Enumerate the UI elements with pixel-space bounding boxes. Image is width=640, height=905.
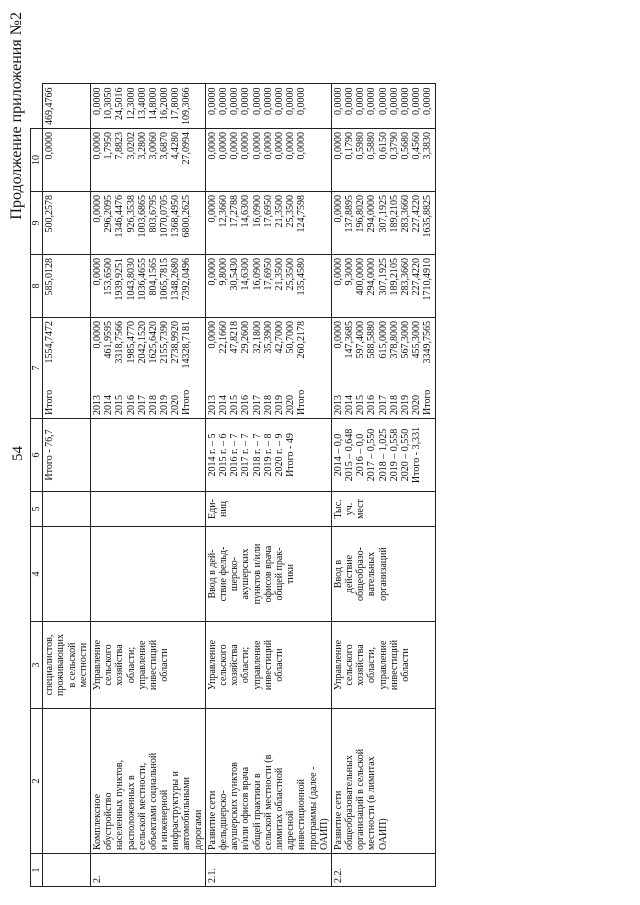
value-cell: 0,0000 9,8000 30,5430 14,6300 16,0900 17,6950 21,3500 25,3500 135,4580 (205, 255, 331, 318)
year-list: 2013 2014 2015 2016 2017 2018 2019 2020 Итого (205, 382, 331, 419)
value-cell: 1554,7472 (43, 318, 91, 383)
value-cell: 0,0000 9,3000 400,0000 294,0000 307,1925 189,2105 283,3660 227,4220 1710,4910 (331, 255, 435, 318)
header-cell: 6 (31, 419, 43, 492)
indicator-cell (90, 527, 205, 622)
value-cell: 0,0000 (43, 129, 91, 192)
unit-cell: Еди- ниц (205, 492, 331, 527)
row-number: 2.1. (205, 854, 331, 887)
executor-cell: Управление сельского хозяйства области, управление инвестиций области (331, 622, 435, 709)
indicator-cell: специалистов, проживающих в сельской местности (43, 622, 91, 709)
value-cell: 0,0000 12,3660 17,2788 14,6300 16,0900 17,6950 21,3500 25,3500 124,7598 (205, 192, 331, 255)
value-cell: 0,0000 10,3050 24,5016 12,3000 13,4000 14,8000 16,2000 17,8000 109,3066 (90, 84, 205, 129)
program-table (30, 84, 436, 888)
year-label: Итого (43, 382, 91, 419)
value-cell: 0,0000 461,9595 3318,7566 1985,4770 2042,1520 1625,6420 2155,7390 2738,9920 14328,7181 (90, 318, 205, 383)
measure-name: Комплексное обустройство населенных пунктов, расположенных в сельской местности, объектами социальной и инженерной инфраструктуры и автомобильными дорогами (90, 709, 205, 854)
value-cell: 0,0000 137,8895 196,8020 294,0000 307,1925 189,2105 283,3660 227,4220 1635,8825 (331, 192, 435, 255)
plan-cell (90, 419, 205, 492)
year-list: 2013 2014 2015 2016 2017 2018 2019 2020 Итого (331, 382, 435, 419)
value-cell: 585,0128 (43, 255, 91, 318)
value-cell: 0,0000 0,0000 0,0000 0,0000 0,0000 0,0000 0,0000 0,0000 0,0000 (331, 84, 435, 129)
header-cell: 3 (31, 622, 43, 709)
header-cell: 1 (31, 854, 43, 887)
table-row-continued (43, 84, 91, 887)
header-cell: 7 (31, 318, 43, 419)
plan-cell: Итого - 76,7 (43, 419, 91, 492)
value-cell: 500,2578 (43, 192, 91, 255)
value-cell: 0,0000 147,3685 597,4000 588,5880 615,0000 378,8000 567,3000 455,3000 3349,7565 (331, 318, 435, 383)
row-number: 2. (90, 854, 205, 887)
table-row (90, 84, 205, 887)
value-cell: 0,0000 0,1790 0,5980 0,5880 0,6150 0,3790 0,5680 0,4560 3,3830 (331, 129, 435, 192)
measure-name: Развитие сети фельдшерско- акушерских пунктов и/или офисов врача общей практики в сельской местности (в лимитах областной адресной инвестиционной программы (далее - ОАИП) (205, 709, 331, 854)
header-cell: 4 (31, 527, 43, 622)
header-cell: 9 (31, 192, 43, 255)
value-cell: 0,0000 0,0000 0,0000 0,0000 0,0000 0,0000 0,0000 0,0000 0,0000 (205, 129, 331, 192)
header-cell: 5 (31, 492, 43, 527)
plan-cell: 2014 – 0,0 2015 – 0,648 2016 – 0,0 2017 – 0,550 2018 – 1,025 2019 – 0,558 2020 – 0,550 Итого - 3,331 (331, 419, 435, 492)
header-row (31, 84, 43, 887)
value-cell: 0,0000 153,6500 1939,9251 1043,8030 1036,4655 804,1565 1065,7815 1348,2680 7392,0496 (90, 255, 205, 318)
value-cell: 0,0000 296,2095 1346,4476 926,3538 1003,6865 803,6795 1070,0705 1368,4950 6800,2625 (90, 192, 205, 255)
value-cell: 0,0000 0,0000 0,0000 0,0000 0,0000 0,0000 0,0000 0,0000 0,0000 (205, 84, 331, 129)
year-list: 2013 2014 2015 2016 2017 2018 2019 2020 Итого (90, 382, 205, 419)
value-cell: 0,0000 1,7950 7,8823 3,0202 3,2800 3,0060 3,6870 4,4280 27,0994 (90, 129, 205, 192)
page-number: 54 (10, 446, 26, 461)
indicator-cell: Ввод в дей- ствие фельд- шерско- акушерских пунктов и/или офисов врача общей прак- тики (205, 527, 331, 622)
appendix-title: Продолжение приложения №2 (8, 12, 25, 220)
header-cell: 10 (31, 129, 43, 192)
plan-cell: 2014 г. – 5 2015 г. – 6 2016 г. – 7 2017 г. – 7 2018 г. – 7 2019 г. – 8 2020 г. – 9 Итого - 49 (205, 419, 331, 492)
value-cell: 0,0000 22,1660 47,8218 29,2600 32,1800 35,3900 42,7000 50,7000 260,2178 (205, 318, 331, 383)
unit-cell (90, 492, 205, 527)
row-number: 2.2. (331, 854, 435, 887)
table-row (205, 84, 331, 887)
executor-cell: Управление сельского хозяйства области; управление инвестиций области (205, 622, 331, 709)
value-cell: 469,4766 (43, 84, 91, 129)
measure-name: Развитие сети общеобразовательных организаций в сельской местности (в лимитах ОАИП) (331, 709, 435, 854)
table-row (331, 84, 435, 887)
header-cell: 2 (31, 709, 43, 854)
header-cell: 8 (31, 255, 43, 318)
unit-cell: Тыс. уч. мест (331, 492, 435, 527)
indicator-cell: Ввод в действие общеобразо- вательных организаций (331, 527, 435, 622)
executor-cell: Управление сельского хозяйства области; управление инвестиций области (90, 622, 205, 709)
